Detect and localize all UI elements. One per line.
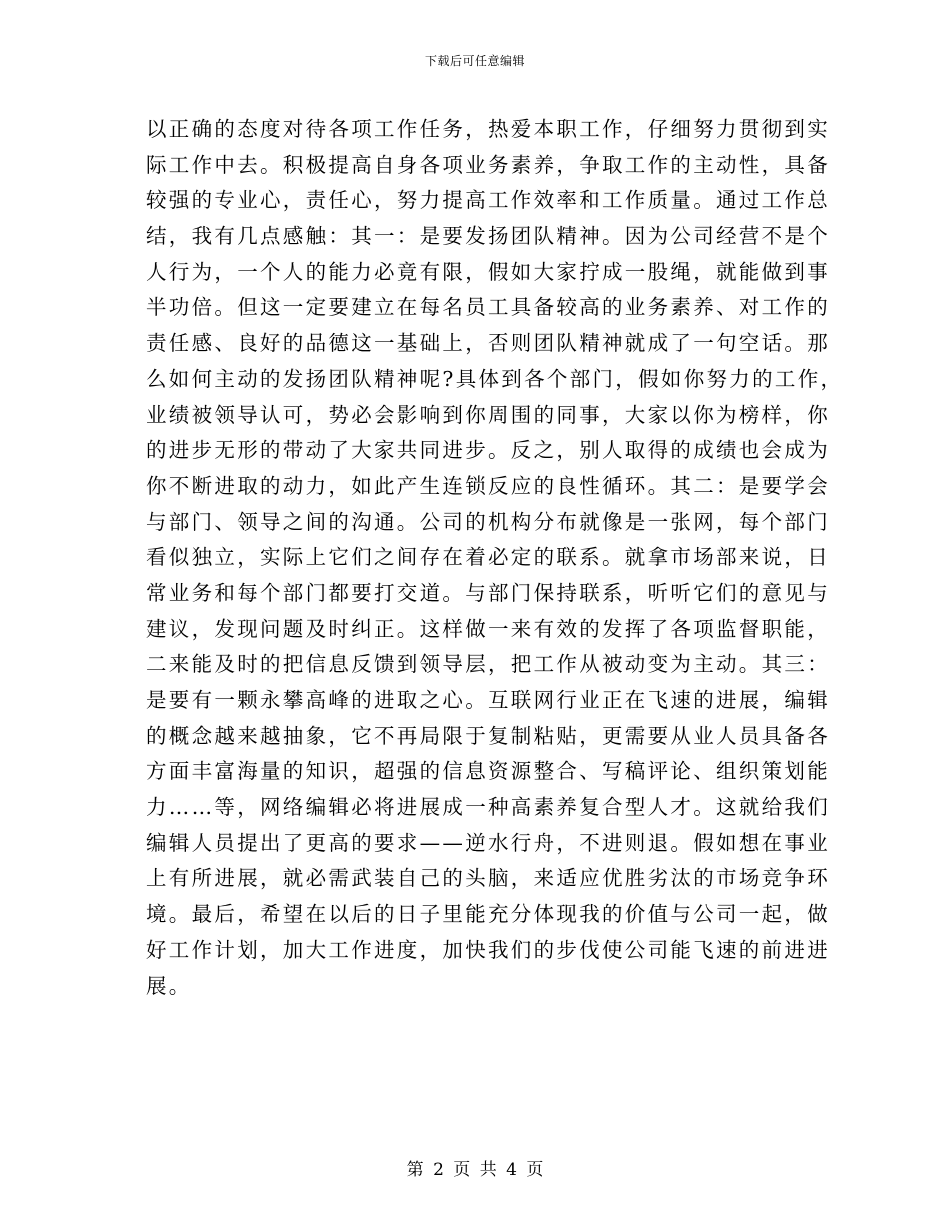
text-line: 看似独立，实际上它们之间存在着必定的联系。就拿市场部来说，日	[146, 545, 830, 570]
text-line: 展。	[146, 973, 192, 998]
text-line: 际工作中去。积极提高自身各项业务素养，争取工作的主动性，具备	[146, 152, 830, 177]
text-line: 方面丰富海量的知识，超强的信息资源整合、写稿评论、组织策划能	[146, 759, 830, 784]
text-line: 的概念越来越抽象，它不再局限于复制粘贴，更需要从业人员具备各	[146, 723, 830, 748]
text-line: 建议，发现问题及时纠正。这样做一来有效的发挥了各项监督职能，	[146, 616, 830, 641]
text-line: 半功倍。但这一定要建立在每名员工具备较高的业务素养、对工作的	[146, 295, 830, 320]
text-line: 你不断进取的动力，如此产生连锁反应的良性循环。其二：是要学会	[146, 473, 830, 498]
text-line: 的进步无形的带动了大家共同进步。反之，别人取得的成绩也会成为	[146, 438, 830, 463]
text-line: 与部门、领导之间的沟通。公司的机构分布就像是一张网，每个部门	[146, 509, 830, 534]
body-text	[146, 112, 844, 1004]
text-line: 境。最后，希望在以后的日子里能充分体现我的价值与公司一起，做	[146, 902, 830, 927]
text-line: 人行为，一个人的能力必竟有限，假如大家拧成一股绳，就能做到事	[146, 259, 830, 284]
text-line: 以正确的态度对待各项工作任务，热爱本职工作，仔细努力贯彻到实	[146, 117, 830, 141]
header-note: 下载后可任意编辑	[424, 54, 525, 68]
text-line: 么如何主动的发扬团队精神呢?具体到各个部门，假如你努力的工作，	[146, 366, 844, 391]
text-line: 结，我有几点感触：其一：是要发扬团队精神。因为公司经营不是个	[146, 224, 830, 249]
text-line: 是要有一颗永攀高峰的进取之心。互联网行业正在飞速的进展，编辑	[146, 688, 830, 712]
page-number: 第 2 页 共 4 页	[406, 1160, 544, 1180]
text-line: 上有所进展，就必需武装自己的头脑，来适应优胜劣汰的市场竞争环	[146, 866, 830, 891]
text-line: 较强的专业心，责任心，努力提高工作效率和工作质量。通过工作总	[146, 188, 830, 213]
text-line: 力……等，网络编辑必将进展成一种高素养复合型人才。这就给我们	[146, 795, 830, 820]
text-line: 好工作计划，加大工作进度，加快我们的步伐使公司能飞速的前进进	[146, 937, 830, 962]
text-line: 常业务和每个部门都要打交道。与部门保持联系，听听它们的意见与	[146, 580, 830, 605]
text-line: 编辑人员提出了更高的要求——逆水行舟，不进则退。假如想在事业	[146, 830, 830, 855]
text-line: 业绩被领导认可，势必会影响到你周围的同事，大家以你为榜样，你	[146, 402, 830, 427]
text-line: 责任感、良好的品德这一基础上，否则团队精神就成了一句空话。那	[146, 331, 830, 356]
text-line: 二来能及时的把信息反馈到领导层，把工作从被动变为主动。其三：	[146, 652, 830, 677]
